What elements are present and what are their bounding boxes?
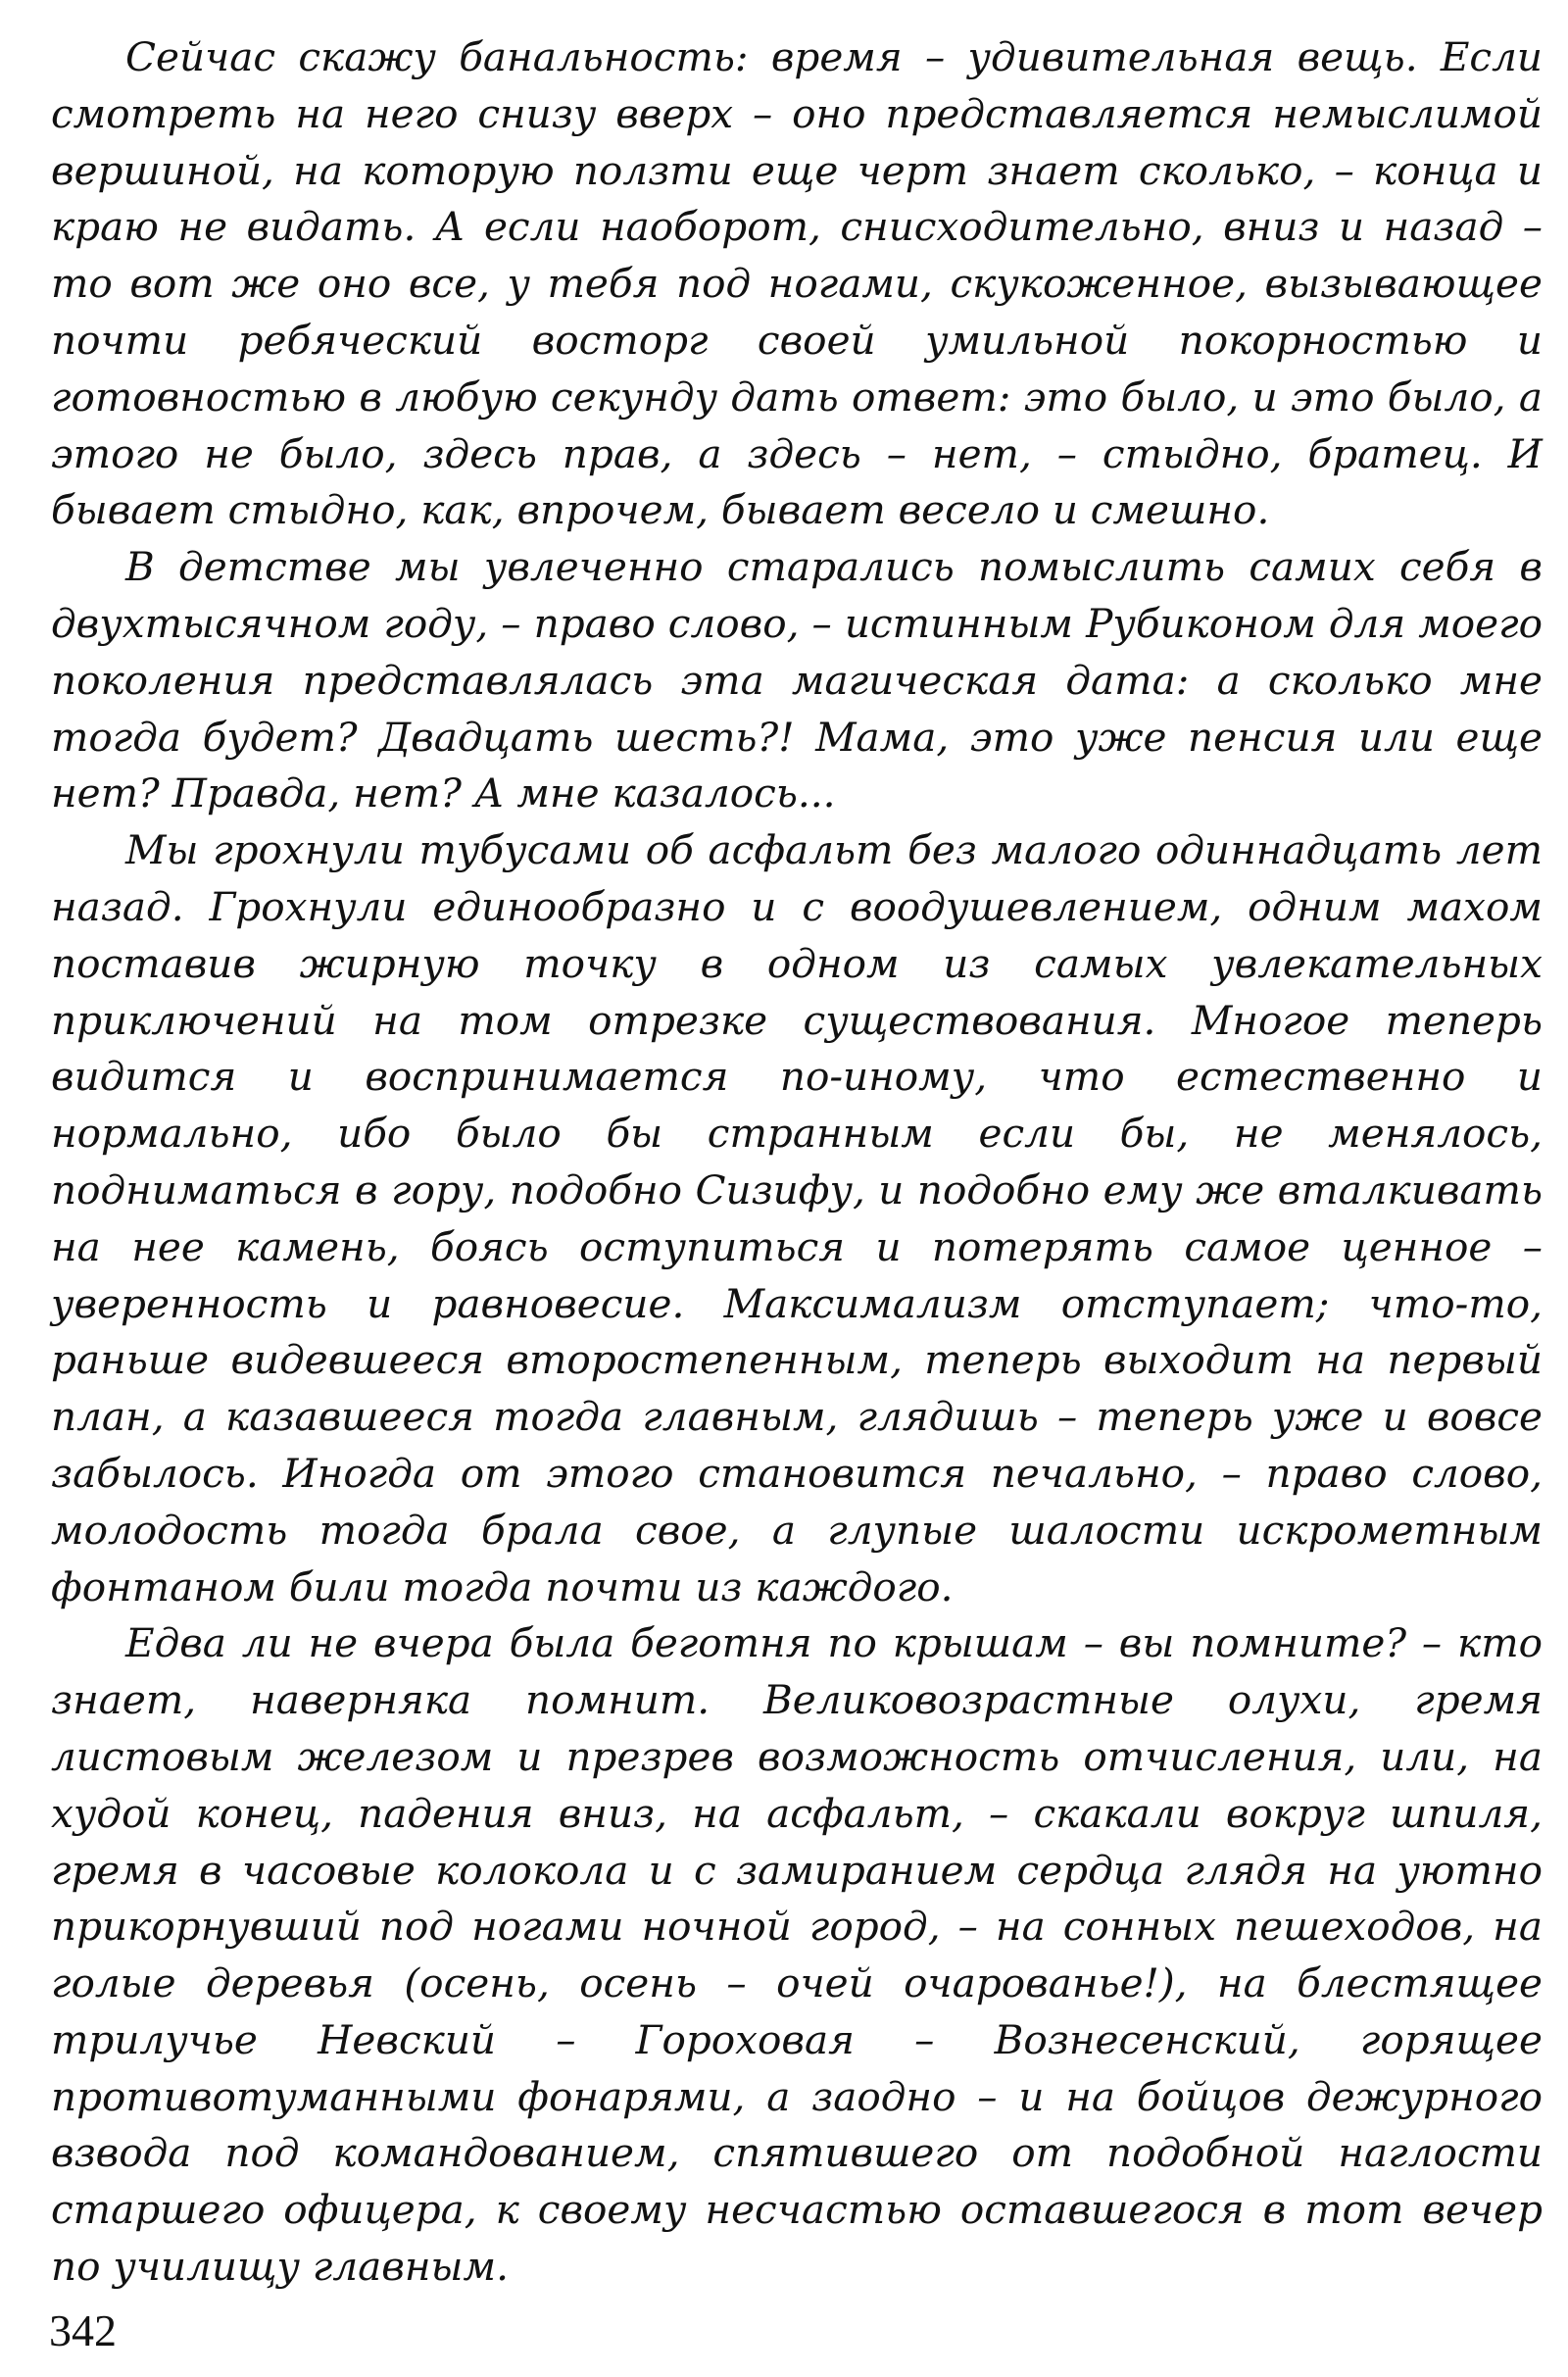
- body-text: [51, 29, 1543, 2296]
- paragraph-2: В детстве мы увлеченно старались помыслить самих себя в двухтысячном году, – право слово, – истинным Рубиконом для моего поколения представлялась эта магическая дата: а сколько мне тогда будет? Двадцать шесть?! Мама, это уже пенсия или еще нет? Правда, нет? А мне казалось...: [51, 543, 1543, 817]
- paragraph-3: Мы грохнули тубусами об асфальт без малого одиннадцать лет назад. Грохнули единообразно и с воодушевлением, одним махом поставив жирную точку в одном из самых увлекательных приключений на том отрезке существования. Многое теперь видится и воспринимается по-иному, что естественно и нормально, ибо было бы странным если бы, не менялось, подниматься в гору, подобно Сизифу, и подобно ему же вталкивать на нее камень, боясь оступиться и потерять самое ценное – уверенность и равновесие. Максимализм отступает; что-то, раньше видевшееся второстепенным, теперь выходит на первый план, а казавшееся тогда главным, глядишь – теперь уже и вовсе забылось. Иногда от этого становится печально, – право слово, молодость тогда брала свое, а глупые шалости искрометным фонтаном били тогда почти из каждого.: [51, 826, 1543, 1610]
- paragraph-1: Сейчас скажу банальность: время – удивительная вещь. Если смотреть на него снизу вверх – оно представляется немыслимой вершиной, на которую ползти еще черт знает сколько, – конца и краю не видать. А если наоборот, снисходительно, вниз и назад – то вот же оно все, у тебя под ногами, скукоженное, вызывающее почти ребяческий восторг своей умильной покорностью и готовностью в любую секунду дать ответ: это было, и это было, а этого не было, здесь прав, а здесь – нет, – стыдно, братец. И бывает стыдно, как, впрочем, бывает весело и смешно.: [51, 33, 1543, 534]
- page-number: 342: [49, 2305, 117, 2355]
- paragraph-4: Едва ли не вчера была беготня по крышам – вы помните? – кто знает, наверняка помнит. Великовозрастные олухи, гремя листовым железом и презрев возможность отчисления, или, на худой конец, падения вниз, на асфальт, – скакали вокруг шпиля, гремя в часовые колокола и с замиранием сердца глядя на уютно прикорнувший под ногами ночной город, – на сонных пешеходов, на голые деревья (осень, осень – очей очарованье!), на блестящее трилучье Невский – Гороховая – Вознесенский, горящее противотуманными фонарями, а заодно – и на бойцов дежурного взвода под командованием, спятившего от подобной наглости старшего офицера, к своему несчастью оставшегося в тот вечер по училищу главным.: [51, 1619, 1543, 2291]
